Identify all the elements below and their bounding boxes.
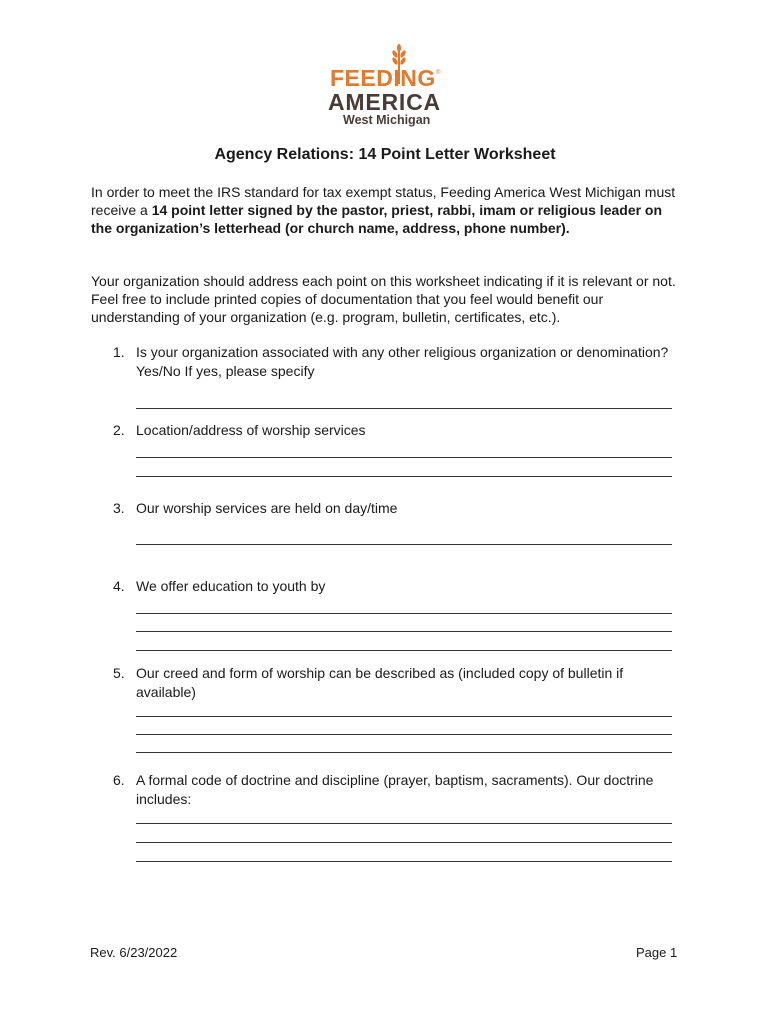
answer-line[interactable] [136,476,672,477]
intro-text: In order to meet the IRS standard for tax exempt status, Feeding America West Michigan must receive a [91,184,676,218]
instructions-paragraph: Your organization should address each point on this worksheet indicating if it is relevant or not. Feel free to include printed copies of documentation that you feel would benefit our understanding of your organization (e.g. program, bulletin, certificates, etc.). [91,273,676,325]
answer-line[interactable] [136,408,672,409]
intro-paragraph [91,183,686,237]
question-number: 3. [113,500,125,516]
answer-line[interactable] [136,631,672,632]
logo-word-feeding: FEEDING [330,65,436,91]
page-title: Agency Relations: 14 Point Letter Worksheet [214,146,556,163]
question-number: 6. [113,772,125,788]
intro-bold-requirement: 14 point letter signed by the pastor, priest, rabbi, imam or religious leader on the organization’s letterhead (or church name, address, phone number). [91,202,663,236]
page-number: Page 1 [636,945,678,960]
logo-registered-mark: ® [436,70,441,76]
question-text: Our creed and form of worship can be described as (included copy of bulletin if available) [136,665,624,700]
question-number: 2. [113,422,125,438]
answer-line[interactable] [136,544,672,545]
logo-word-west-michigan: West Michigan [343,113,431,127]
answer-line[interactable] [136,823,672,824]
question-text: Location/address of worship services [136,422,366,438]
answer-line[interactable] [136,752,672,753]
answer-line[interactable] [136,650,672,651]
question-number: 4. [113,578,125,594]
answer-line[interactable] [136,457,672,458]
question-text: Our worship services are held on day/time [136,500,398,516]
answer-line[interactable] [136,613,672,614]
answer-line[interactable] [136,842,672,843]
logo-word-america: AMERICA [328,89,441,115]
answer-line[interactable] [136,734,672,735]
revision-date: Rev. 6/23/2022 [90,945,178,960]
question-text: Is your organization associated with any other religious organization or denomination? Yes/No If yes, please specify [136,344,669,379]
answer-line[interactable] [136,861,672,862]
question-text: We offer education to youth by [136,578,326,594]
question-number: 1. [113,344,125,360]
question-number: 5. [113,665,125,681]
question-text: A formal code of doctrine and discipline (prayer, baptism, sacraments). Our doctrine includes: [136,772,654,807]
feeding-america-logo [326,44,444,130]
answer-line[interactable] [136,716,672,717]
